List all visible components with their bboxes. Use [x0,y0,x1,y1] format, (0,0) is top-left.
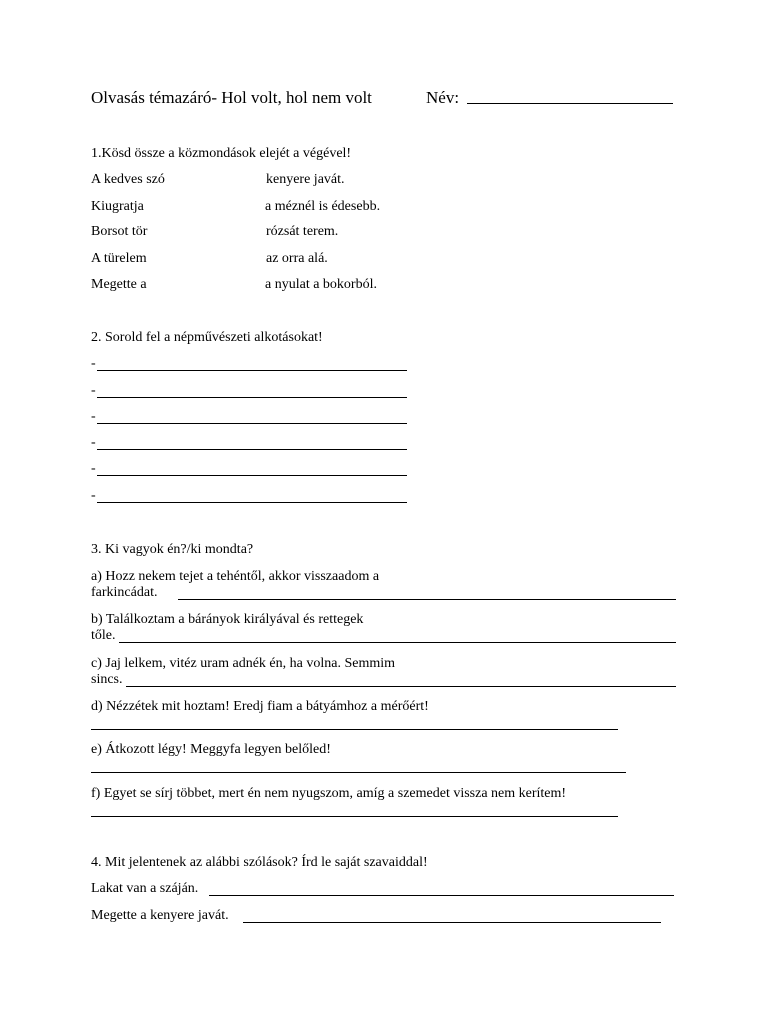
answer-line[interactable] [97,475,407,476]
proverb-start: A kedves szó [91,172,165,187]
proverb-start: Megette a [91,277,147,292]
proverb-end: rózsát terem. [266,224,339,239]
quote-text: c) Jaj lelkem, vitéz uram adnék én, ha volna. Semmim [91,656,396,671]
quote-text: a) Hozz nekem tejet a tehéntől, akkor visszaadom a [91,569,380,584]
answer-line[interactable] [209,895,674,896]
answer-dash: - [91,356,96,371]
proverb-end: a méznél is édesebb. [265,199,381,214]
name-field-line[interactable] [467,103,673,104]
answer-line[interactable] [91,816,618,817]
proverb-start: A türelem [91,251,147,266]
proverb-end: kenyere javát. [266,172,345,187]
worksheet-title: Olvasás témazáró- Hol volt, hol nem volt [91,88,372,107]
quote-text-cont: farkincádat. [91,585,158,600]
proverb-end: a nyulat a bokorból. [265,277,377,292]
proverb-start: Kiugratja [91,199,144,214]
task2-heading: 2. Sorold fel a népművészeti alkotásokat! [91,330,323,345]
answer-dash: - [91,435,96,450]
answer-dash: - [91,383,96,398]
quote-text: e) Átkozott légy! Meggyfa legyen belőled! [91,742,331,757]
task4-heading: 4. Mit jelentenek az alábbi szólások? Írd le saját szavaiddal! [91,855,428,870]
task3-heading: 3. Ki vagyok én?/ki mondta? [91,542,254,557]
answer-dash: - [91,488,96,503]
answer-line[interactable] [97,397,407,398]
proverb-end: az orra alá. [266,251,328,266]
answer-line[interactable] [91,729,618,730]
answer-line[interactable] [91,772,626,773]
answer-line[interactable] [97,423,407,424]
quote-text: b) Találkoztam a bárányok királyával és rettegek [91,612,364,627]
answer-line[interactable] [119,642,676,643]
quote-text-cont: tőle. [91,628,116,643]
answer-dash: - [91,409,96,424]
answer-dash: - [91,461,96,476]
answer-line[interactable] [97,502,407,503]
answer-line[interactable] [97,370,407,371]
task1-heading: 1.Kösd össze a közmondások elejét a végével! [91,146,352,161]
idiom-text: Lakat van a száján. [91,881,199,896]
idiom-text: Megette a kenyere javát. [91,908,229,923]
answer-line[interactable] [126,686,676,687]
answer-line[interactable] [97,449,407,450]
proverb-start: Borsot tör [91,224,148,239]
quote-text-cont: sincs. [91,672,123,687]
answer-line[interactable] [243,922,661,923]
quote-text: d) Nézzétek mit hoztam! Eredj fiam a bátyámhoz a mérőért! [91,699,429,714]
name-label: Név: [426,88,460,107]
quote-text: f) Egyet se sírj többet, mert én nem nyugszom, amíg a szemedet vissza nem kerítem! [91,786,567,801]
answer-line[interactable] [178,599,676,600]
